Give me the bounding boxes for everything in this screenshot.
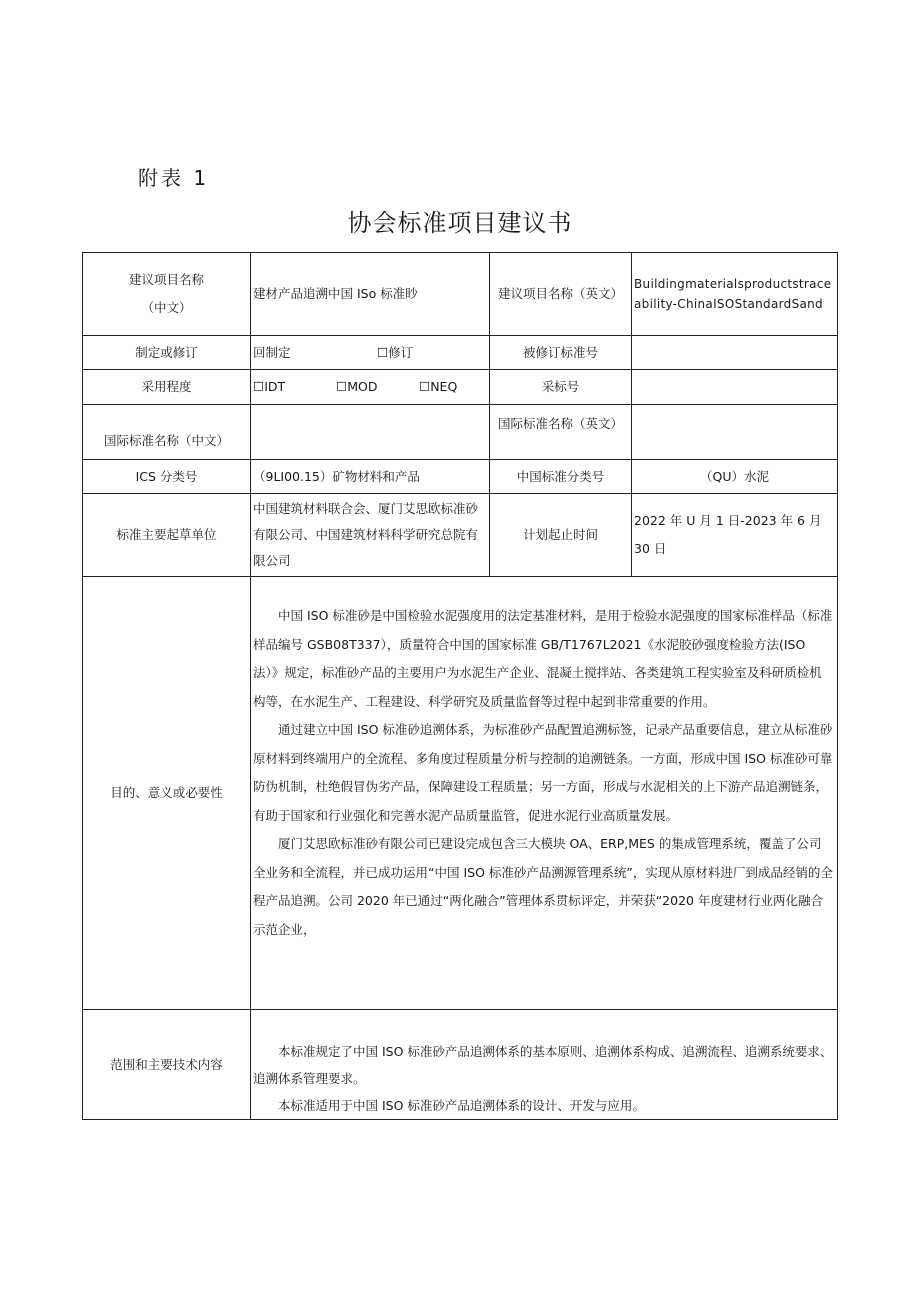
purpose-content[interactable] bbox=[251, 577, 838, 1010]
project-name-cn-value[interactable]: 建材产品追溯中国 ISo 标准眇 bbox=[251, 253, 490, 336]
purpose-label: 目的、意义或必要性 bbox=[83, 577, 251, 1010]
project-name-cn-label bbox=[83, 253, 251, 336]
scope-paragraph: 本标准适用于中国 ISO 标准砂产品追溯体系的设计、开发与应用。 bbox=[278, 1098, 645, 1113]
checkbox-revise[interactable]: ☐修订 bbox=[377, 344, 414, 360]
revision-type-options bbox=[251, 336, 490, 370]
plan-time-line2: 30 日 bbox=[634, 541, 667, 556]
ics-label: ICS 分类号 bbox=[83, 460, 251, 494]
purpose-paragraph: 中国 ISO 标准砂是中国检验水泥强度用的法定基准材料，是用于检验水泥强度的国家标准样品（标准样品编号 GSB08T337），质量符合中国的国家标准 GB/T1767L2021《水泥胶砂强度检验方法(ISO 法）》规定，标准砂产品的主要用户为水泥生产企业、混凝土搅拌站、各类建筑工程实验室及科研质检机构等，在水泥生产、工程建设、科学研究及质量监督等过程中起到非常重要的作用。 bbox=[253, 608, 833, 709]
row-drafting-units bbox=[83, 494, 838, 577]
project-name-cn-label-line1: 建议项目名称 bbox=[128, 272, 204, 287]
checkbox-idt[interactable]: ☐IDT bbox=[253, 379, 286, 394]
checkbox-mod[interactable]: ☐MOD bbox=[336, 379, 378, 394]
purpose-paragraph: 通过建立中国 ISO 标准砂追溯体系，为标准砂产品配置追溯标签，记录产品重要信息，建立从标准砂原材料到终端用户的全流程、多角度过程质量分析与控制的追溯链条。一方面，形成中国 ISO 标准砂可靠防伪机制，杜绝假冒伪劣产品，保障建设工程质量；另一方面，形成与水泥相关的上下游产品追溯链条，有助于国家和行业强化和完善水泥产品质量监管，促进水泥行业高质量发展。 bbox=[253, 722, 833, 823]
intl-standard-cn-label: 国际标准名称（中文） bbox=[83, 405, 251, 460]
row-project-name bbox=[83, 253, 838, 336]
checkbox-establish[interactable]: 回制定 bbox=[253, 344, 291, 360]
plan-time-label: 计划起止时间 bbox=[490, 494, 632, 577]
row-purpose bbox=[83, 577, 838, 1010]
project-name-en-label: 建议项目名称（英文） bbox=[490, 253, 632, 336]
revision-type-label: 制定或修订 bbox=[83, 336, 251, 370]
scope-paragraph: 本标准规定了中国 ISO 标准砂产品追溯体系的基本原则、追溯体系构成、追溯流程、追溯系统要求、追溯体系管理要求。 bbox=[253, 1044, 833, 1086]
adopted-standard-no-value[interactable] bbox=[632, 370, 838, 405]
adopted-standard-no-label: 采标号 bbox=[490, 370, 632, 405]
plan-time-line1: 2022 年 U 月 1 日-2023 年 6 月 bbox=[634, 513, 822, 528]
purpose-paragraph: 厦门艾思欧标准砂有限公司已建设完成包含三大模块 OA、ERP,MES 的集成管理系统，覆盖了公司全业务和全流程，并已成功运用“中国 ISO 标准砂产品溯源管理系统”，实现从原材料进厂到成品经销的全程产品追溯。公司 2020 年已通过“两化融合”管理体系贯标评定，并荣获“2020 年度建材行业两化融合示范企业， bbox=[253, 836, 833, 937]
revised-standard-no-label: 被修订标准号 bbox=[490, 336, 632, 370]
attachment-label: 附表 1 bbox=[138, 166, 210, 190]
scope-label: 范围和主要技术内容 bbox=[83, 1010, 251, 1120]
project-name-cn-label-line2: （中文） bbox=[141, 300, 192, 315]
adoption-degree-label: 采用程度 bbox=[83, 370, 251, 405]
intl-standard-en-value[interactable] bbox=[632, 405, 838, 460]
document-title: 协会标准项目建议书 bbox=[347, 209, 573, 237]
row-intl-standard bbox=[83, 405, 838, 460]
plan-time-value[interactable] bbox=[632, 494, 838, 577]
scope-content[interactable] bbox=[251, 1010, 838, 1120]
proposal-form-table bbox=[82, 252, 838, 1120]
ics-value[interactable]: （9LI00.15）矿物材料和产品 bbox=[251, 460, 490, 494]
intl-standard-en-label: 国际标准名称（英文） bbox=[490, 405, 632, 460]
drafting-units-label: 标准主要起草单位 bbox=[83, 494, 251, 577]
adoption-degree-options bbox=[251, 370, 490, 405]
row-scope bbox=[83, 1010, 838, 1120]
revised-standard-no-value[interactable] bbox=[632, 336, 838, 370]
row-adoption-degree bbox=[83, 370, 838, 405]
cn-class-value[interactable]: （QU）水泥 bbox=[632, 460, 838, 494]
project-name-en-value[interactable]: Buildingmaterialsproductstraceability-ChinaISOStandardSand bbox=[632, 253, 838, 336]
cn-class-label: 中国标准分类号 bbox=[490, 460, 632, 494]
row-revision-type bbox=[83, 336, 838, 370]
intl-standard-cn-value[interactable] bbox=[251, 405, 490, 460]
row-classification bbox=[83, 460, 838, 494]
drafting-units-value[interactable]: 中国建筑材料联合会、厦门艾思欧标准砂有限公司、中国建筑材料科学研究总院有限公司 bbox=[251, 494, 490, 577]
checkbox-neq[interactable]: ☐NEQ bbox=[419, 379, 458, 394]
